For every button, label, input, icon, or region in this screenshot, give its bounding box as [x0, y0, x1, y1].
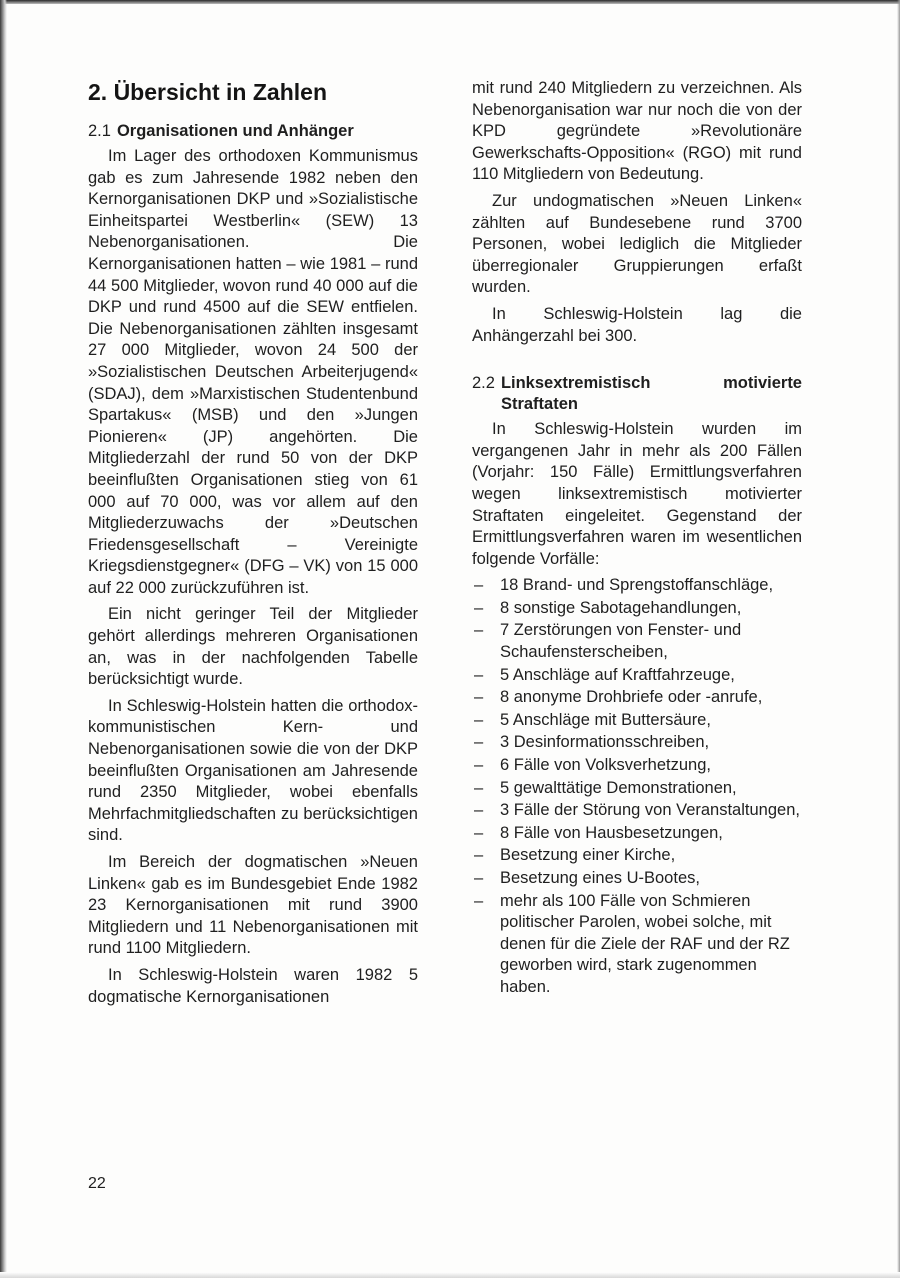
- list-item-text: mehr als 100 Fälle von Schmieren politischer Parolen, wobei solche, mit denen für die Ziele der RAF und der RZ geworben wird, stark zugenommen haben.: [500, 891, 790, 996]
- list-item: [472, 598, 802, 620]
- list-item-text: 18 Brand- und Sprengstoffanschläge,: [500, 576, 774, 595]
- offense-list: [472, 575, 802, 998]
- list-item: [472, 620, 802, 663]
- section-2-2-title: Linksextremistisch motivierte Straftaten: [500, 374, 802, 414]
- dash-bullet: –: [474, 598, 484, 617]
- list-item-text: 8 Fälle von Hausbesetzungen,: [500, 823, 723, 842]
- section-2-1-title: Organisationen und Anhänger: [116, 122, 354, 140]
- list-item-text: 5 gewalttätige Demonstrationen,: [500, 778, 737, 797]
- paragraph: Im Lager des orthodoxen Kommunismus gab es zum Jahresende 1982 neben den Kernorganisationen DKP und »Sozialistische Einheitspartei Westberlin« (SEW) 13 Nebenorganisationen. Die Kernorganisationen hatten – wie 1981 – rund 44 500 Mitglieder, wovon rund 40 000 auf die DKP und rund 4500 auf die SEW entfielen. Die Nebenorganisationen zählten insgesamt 27 000 Mitglieder, wovon 24 500 der »Sozialistischen Deutschen Arbeiterjugend« (SDAJ), dem »Marxistischen Studentenbund Spartakus« (MSB) und den »Jungen Pionieren« (JP) angehörten. Die Mitgliederzahl der rund 50 von der DKP beeinflußten Organisationen stieg von 61 000 auf 70 000, was vor allem auf den Mitgliederzuwachs der »Deutschen Friedensgesellschaft – Vereinigte Kriegsdienstgegner« (DFG – VK) von 15 000 auf 22 000 zurückzuführen ist.: [88, 147, 418, 597]
- list-item: [472, 732, 802, 754]
- list-item-text: 5 Anschläge mit Buttersäure,: [500, 710, 711, 729]
- dash-bullet: –: [474, 576, 484, 595]
- list-item: [472, 575, 802, 597]
- list-item: [472, 868, 802, 890]
- paragraph: Im Bereich der dogmatischen »Neuen Linken« gab es im Bundesgebiet Ende 1982 23 Kernorganisationen mit rund 3900 Mitgliedern und 11 Nebenorganisationen mit rund 1100 Mitgliedern.: [88, 853, 418, 958]
- list-item-text: 6 Fälle von Volksverhetzung,: [500, 756, 711, 775]
- list-item: [472, 710, 802, 732]
- section-2-1-number: 2.1: [88, 122, 111, 140]
- dash-bullet: –: [474, 756, 484, 775]
- list-item: [472, 845, 802, 867]
- paragraph: Zur undogmatischen »Neuen Linken« zählten auf Bundesebene rund 3700 Personen, wobei lediglich die Mitglieder überregionaler Gruppierungen erfaßt wurden.: [472, 191, 802, 297]
- scan-edge-bottom: [0, 1272, 900, 1278]
- paragraph: In Schleswig-Holstein hatten die orthodox-kommunistischen Kern- und Nebenorganisationen sowie die von der DKP beeinflußten Organisationen am Jahresende rund 2350 Mitglieder, wobei ebenfalls Mehrfachmitgliedschaften zu berücksichtigen sind.: [88, 696, 418, 845]
- list-item: [472, 800, 802, 822]
- dash-bullet: –: [474, 869, 484, 887]
- list-item: [472, 665, 802, 687]
- list-item-text: 3 Fälle der Störung von Veranstaltungen,: [500, 801, 800, 820]
- dash-bullet: –: [474, 891, 484, 910]
- section-2-1-heading: [88, 121, 418, 142]
- section-2-2-number: 2.2: [472, 374, 495, 393]
- list-item-text: 7 Zerstörungen von Fenster- und Schaufensterscheiben,: [500, 621, 742, 662]
- scan-edge-top: [0, 0, 900, 4]
- list-item: [472, 891, 802, 999]
- list-item: [472, 823, 802, 845]
- dash-bullet: –: [474, 823, 484, 842]
- paragraph: Ein nicht geringer Teil der Mitglieder gehört allerdings mehreren Organisationen an, was in der nachfolgenden Tabelle berücksichtigt wurde.: [88, 605, 418, 689]
- page-heading: 2. Übersicht in Zahlen: [88, 79, 327, 105]
- list-item-text: Besetzung einer Kirche,: [500, 846, 676, 865]
- dash-bullet: –: [474, 665, 484, 684]
- dash-bullet: –: [474, 801, 484, 820]
- dash-bullet: –: [474, 846, 484, 865]
- paragraph-continuation: mit rund 240 Mitgliedern zu verzeichnen. Als Nebenorganisation war nur noch die von der KPD gegründete »Revolutionäre Gewerkschafts-Opposition« (RGO) mit rund 110 Mitgliedern von Bedeutung.: [472, 79, 802, 184]
- dash-bullet: –: [474, 733, 484, 752]
- list-item-text: 8 anonyme Drohbriefe oder -anrufe,: [500, 688, 763, 707]
- list-item: [472, 755, 802, 777]
- dash-bullet: –: [474, 710, 484, 729]
- dash-bullet: –: [474, 688, 484, 707]
- list-item-text: 3 Desinformationsschreiben,: [500, 733, 710, 752]
- dash-bullet: –: [474, 621, 484, 640]
- dash-bullet: –: [474, 778, 484, 797]
- paragraph: In Schleswig-Holstein waren 1982 5 dogmatische Kernorganisationen: [88, 965, 418, 1006]
- paragraph: In Schleswig-Holstein lag die Anhängerzahl bei 300.: [472, 304, 802, 345]
- list-item-text: Besetzung eines U-Bootes,: [500, 869, 700, 887]
- list-item-text: 8 sonstige Sabotagehandlungen,: [500, 598, 742, 617]
- page-number: 22: [88, 1175, 106, 1192]
- list-item: [472, 687, 802, 709]
- right-column: [472, 78, 802, 1000]
- left-column: [88, 78, 418, 1013]
- list-item: [472, 778, 802, 800]
- paragraph: In Schleswig-Holstein wurden im vergangenen Jahr in mehr als 200 Fällen (Vorjahr: 150 Fälle) Ermittlungsverfahren wegen linksextremistisch motivierter Straftaten eingeleitet. Gegenstand der Ermittlungsverfahren waren im wesentlichen folgende Vorfälle:: [472, 420, 802, 568]
- scan-edge-left: [0, 0, 7, 1278]
- list-item-text: 5 Anschläge auf Kraftfahrzeuge,: [500, 665, 735, 684]
- section-2-2-heading: [472, 373, 802, 415]
